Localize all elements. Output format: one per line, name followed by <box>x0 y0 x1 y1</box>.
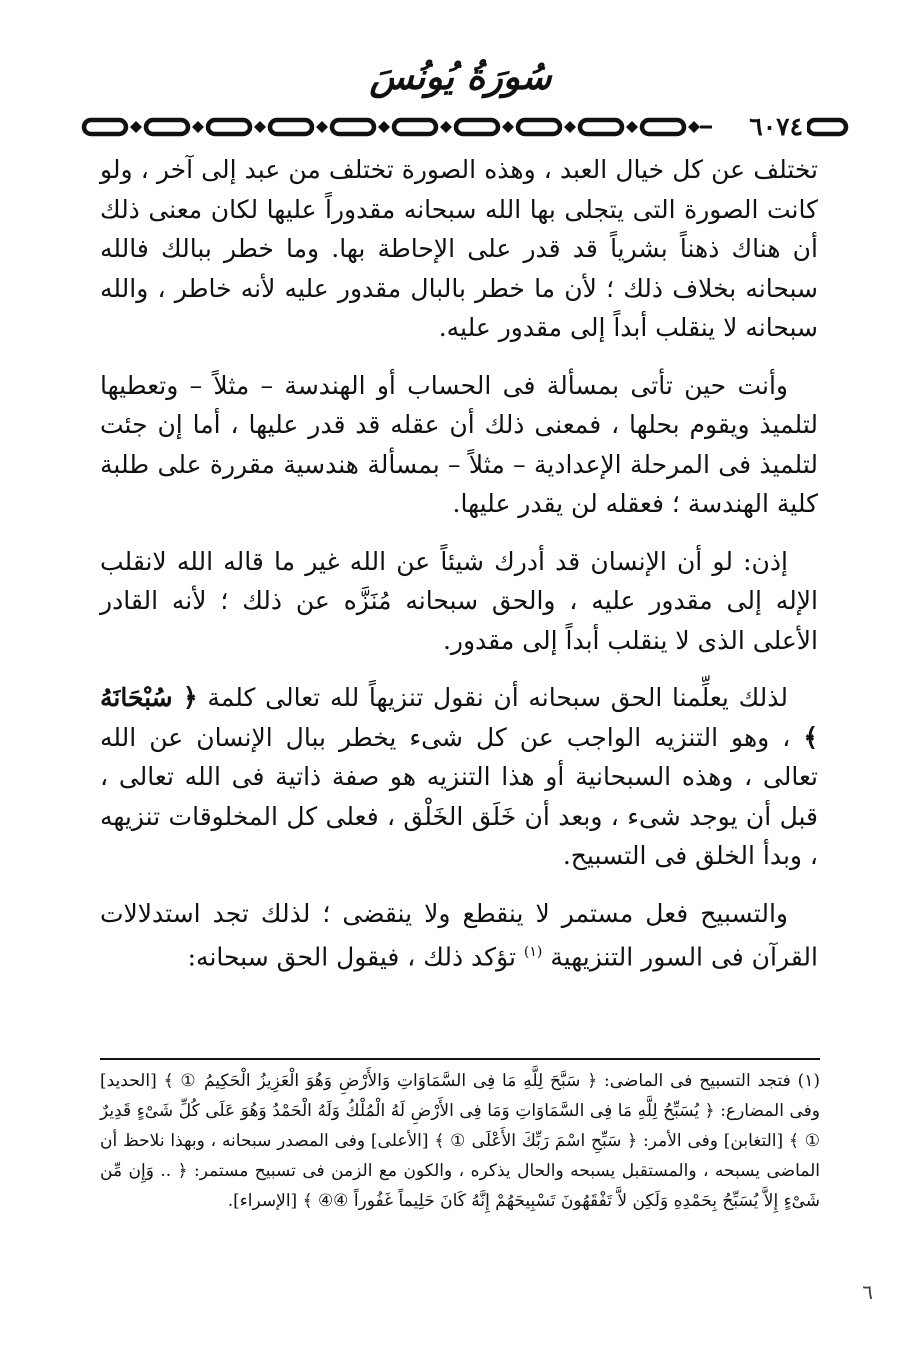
paragraph-4-lead: لذلك يعلِّمنا الحق سبحانه أن نقول تنزيهاً لله تعالى كلمة <box>207 683 788 712</box>
page-number: ٦٠٧٤ <box>745 112 807 142</box>
paragraph-2: وأنت حين تأتى بمسألة فى الحساب أو الهندسة – مثلاً – وتعطيها لتلميذ ويقوم بحلها ، فمعنى ذلك أن عقله قد قدر عليها ، أما إن جئت لتلميذ فى المرحلة الإعدادية – مثلاً – بمسألة هندسية مقررة على طلبة كلية الهندسة ؛ فعقله لن يقدر عليها. <box>100 370 818 518</box>
decorative-header-band <box>76 112 851 142</box>
paragraph-1: تختلف عن كل خيال العبد ، وهذه الصورة تختلف من عبد إلى آخر ، ولو كانت الصورة التى يتجلى بها الله سبحانه مقدوراً عليها لكان معنى ذلك أن هناك ذهناً بشرياً قد قدر على الإحاطة بها. وما خطر ببالك فالله سبحانه بخلاف ذلك ؛ لأن ما خطر بالبال مقدور عليه لأنه خاطر ، والله سبحانه لا ينقلب أبداً إلى مقدور عليه. <box>100 155 818 342</box>
body-text <box>100 150 818 995</box>
quran-word-subhanahu: ﴿ سُبْحَانَهُ ﴾ <box>100 683 819 752</box>
corner-mark: ٦ <box>862 1280 873 1304</box>
paragraph-5-tail: تؤكد ذلك ، فيقول الحق سبحانه: <box>187 942 516 972</box>
ornamental-chain-icon <box>76 112 851 142</box>
paragraph-5 <box>100 894 818 977</box>
paragraph-4-separator: ، <box>782 722 791 752</box>
paragraph-4 <box>100 678 818 876</box>
paragraph-3: إذن: لو أن الإنسان قد أدرك شيئاً عن الله غير ما قاله الله لانقلب الإله إلى مقدور عليه ، والحق سبحانه مُنَزَّه عن ذلك ؛ لأنه القادر الأعلى الذى لا ينقلب أبداً إلى مقدور. <box>100 546 818 655</box>
surah-title: سُورَةُ يُونُسَ <box>369 56 552 98</box>
footnote-reference[interactable]: (١) <box>523 944 543 960</box>
footnote-divider <box>100 1058 820 1060</box>
footnotes <box>100 1066 820 1216</box>
paragraph-4-body: وهو التنزيه الواجب عن كل شىء يخطر ببال الإنسان عن الله تعالى ، وهذه السبحانية أو هذا التنزيه هو صفة ذاتية فى الله تعالى ، قبل أن يوجد شىء ، وبعد أن خَلَق الخَلْق ، فعلى كل المخلوقات تنزيهه ، وبدأ الخلق فى التسبيح. <box>100 722 818 870</box>
paragraph-5-lead: والتسبيح فعل مستمر لا ينقطع ولا ينقضى ؛ لذلك تجد استدلالات القرآن فى السور التنزيهية <box>100 898 818 972</box>
footnote-1: (١) فتجد التسبيح فى الماضى: ﴿ سَبَّحَ لِلَّهِ مَا فِى السَّمَاوَاتِ وَالأَرْضِ وَهُوَ الْعَزِيزُ الْحَكِيمُ ① ﴾ [الحديد] وفى المضارع: ﴿ يُسَبِّحُ لِلَّهِ مَا فِى السَّمَاوَاتِ وَمَا فِى الأَرْضِ لَهُ الْمُلْكُ وَلَهُ الْحَمْدُ وَهُوَ عَلَى كُلِّ شَىْءٍ قَدِيرٌ ① ﴾ [التغابن] وفى الأمر: ﴿ سَبِّحِ اسْمَ رَبِّكَ الأَعْلَى ① ﴾ [الأعلى] وفى المصدر سبحانه ، وبهذا نلاحظ أن الماضى يسبحه ، والمستقبل يسبحه والحال يذكره ، والكون مع الزمن فى تسبيح مستمر: ﴿ .. وَإِن مِّن شَىْءٍ إِلاَّ يُسَبِّحُ بِحَمْدِهِ وَلَكِن لاَّ تَفْقَهُونَ تَسْبِيحَهُمْ إِنَّهُ كَانَ حَلِيماً غَفُوراً ④④ ﴾ [الإسراء]. <box>100 1071 820 1211</box>
